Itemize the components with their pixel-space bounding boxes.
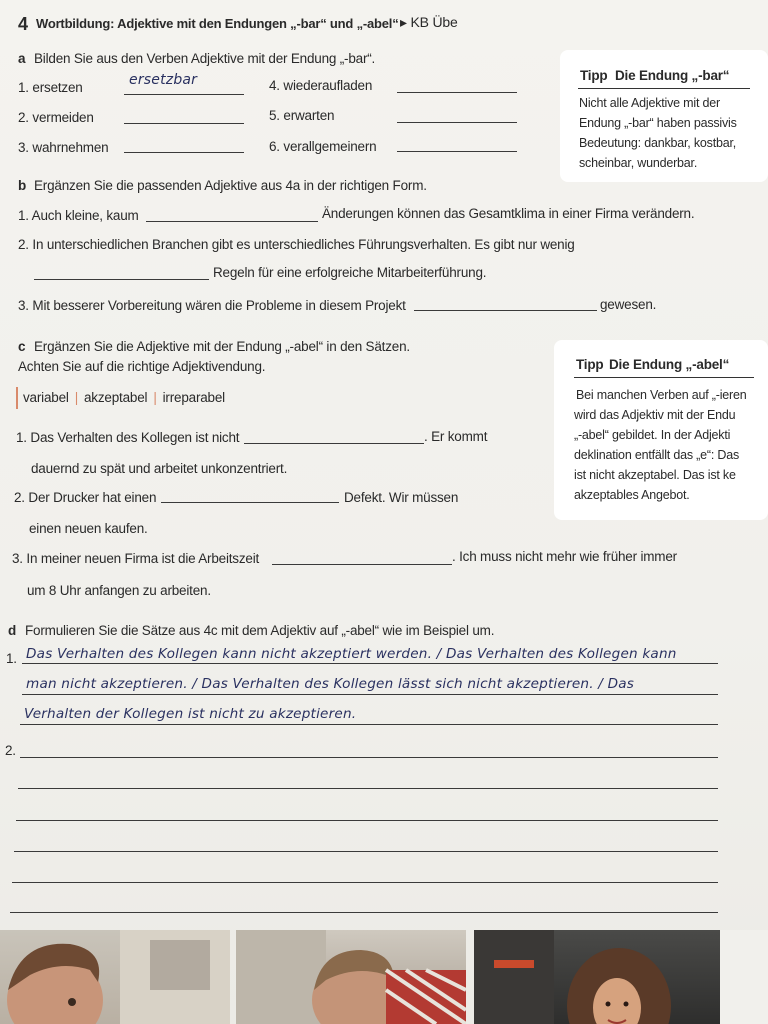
c-sentence-2-line-2: einen neuen kaufen. <box>29 521 148 536</box>
tip-abel-label: Tipp <box>576 357 604 372</box>
d-handwritten-line-1: Das Verhalten des Kollegen kann nicht akzeptiert werden. / Das Verhalten des Kollegen kann <box>26 646 677 662</box>
wordbox-separator: | <box>74 390 78 405</box>
d-handwritten-line-2: man nicht akzeptieren. / Das Verhalten des Kollegen lässt sich nicht akzeptieren. / Das <box>26 676 635 692</box>
kb-reference: ▸ KB Übe <box>400 14 458 30</box>
c-sentence-2-start: 2. Der Drucker hat einen <box>14 490 157 505</box>
c-sentence-1-line-2: dauernd zu spät und arbeitet unkonzentriert. <box>31 461 288 476</box>
b-answer-line-2[interactable] <box>34 279 209 280</box>
photo-left-person <box>0 930 230 1024</box>
tip-abel-title: Die Endung „-abel“ <box>609 357 730 372</box>
a-answer-line-6[interactable] <box>397 151 517 152</box>
a-item-5: 5. erwarten <box>269 108 335 123</box>
a-item-2: 2. vermeiden <box>18 110 94 125</box>
d-answer-line-9[interactable] <box>10 912 718 913</box>
section-c-letter: c <box>18 339 26 354</box>
wordbox <box>23 390 225 405</box>
d-answer-line-4[interactable] <box>20 757 718 758</box>
tip-bar-rule <box>578 88 750 89</box>
tip-abel-line-2: wird das Adjektiv mit der Endu <box>574 408 736 422</box>
section-c-instruction-1: Ergänzen Sie die Adjektive mit der Endung „-abel“ in den Sätzen. <box>34 339 410 354</box>
d-answer-line-2[interactable] <box>22 694 718 695</box>
tip-bar-label: Tipp <box>580 68 608 83</box>
wordbox-item-2: akzeptabel <box>84 390 148 405</box>
b-sentence-3-end: gewesen. <box>600 297 657 312</box>
tip-abel-line-1: Bei manchen Verben auf „-ieren <box>576 388 747 402</box>
c-sentence-1-end: . Er kommt <box>424 429 488 444</box>
a-answer-line-2[interactable] <box>124 123 244 124</box>
a-item-6: 6. verallgemeinern <box>269 139 377 154</box>
section-a-instruction: Bilden Sie aus den Verben Adjektive mit der Endung „-bar“. <box>34 51 376 66</box>
tip-bar-line-1: Nicht alle Adjektive mit der <box>579 96 720 110</box>
tip-abel-line-4: deklination entfällt das „e“: Das <box>574 448 740 462</box>
d-answer-line-8[interactable] <box>12 882 718 883</box>
section-d-instruction: Formulieren Sie die Sätze aus 4c mit dem Adjektiv auf „-abel“ wie im Beispiel um. <box>25 623 495 638</box>
c-answer-line-3[interactable] <box>272 564 452 565</box>
d-answer-line-5[interactable] <box>18 788 718 789</box>
d-answer-line-1[interactable] <box>22 663 718 664</box>
b-sentence-1-end: Änderungen können das Gesamtklima in einer Firma verändern. <box>322 206 695 221</box>
d-answer-line-6[interactable] <box>16 820 718 821</box>
tip-abel-line-3: „-abel“ gebildet. In der Adjekti <box>574 428 731 442</box>
wordbox-separator: | <box>153 390 157 405</box>
section-d-letter: d <box>8 623 17 638</box>
c-answer-line-2[interactable] <box>161 502 339 503</box>
d-number-1: 1. <box>6 651 17 666</box>
a-answer-line-4[interactable] <box>397 92 517 93</box>
c-sentence-3-start: 3. In meiner neuen Firma ist die Arbeitszeit <box>12 551 260 566</box>
section-b-letter: b <box>18 178 27 193</box>
a-answer-line-3[interactable] <box>124 152 244 153</box>
tip-abel-line-5: ist nicht akzeptabel. Das ist ke <box>574 468 736 482</box>
section-b-instruction: Ergänzen Sie die passenden Adjektive aus 4a in der richtigen Form. <box>34 178 427 193</box>
tip-abel-rule <box>574 377 754 378</box>
exercise-title: Wortbildung: Adjektive mit den Endungen „-bar“ und „-abel“ <box>36 16 399 31</box>
section-c-instruction-2: Achten Sie auf die richtige Adjektivendung. <box>18 359 266 374</box>
a-item-1: 1. ersetzen <box>18 80 83 95</box>
b-sentence-2-line-2: Regeln für eine erfolgreiche Mitarbeiterführung. <box>213 265 487 280</box>
photo-middle <box>236 930 466 1024</box>
wordbox-item-1: variabel <box>23 390 69 405</box>
page-margin-right <box>720 930 768 1024</box>
tip-bar-line-2: Endung „-bar“ haben passivis <box>579 116 737 130</box>
d-answer-line-7[interactable] <box>14 851 718 852</box>
wordbox-border <box>16 387 18 409</box>
c-answer-line-1[interactable] <box>244 443 424 444</box>
tip-abel-line-6: akzeptables Angebot. <box>574 488 690 502</box>
photo-middle-person <box>236 930 466 1024</box>
tip-bar-line-4: scheinbar, wunderbar. <box>579 156 698 170</box>
c-sentence-2-end: Defekt. Wir müssen <box>344 490 459 505</box>
d-handwritten-line-3: Verhalten der Kollegen ist nicht zu akzeptieren. <box>24 706 357 722</box>
tip-bar-title: Die Endung „-bar“ <box>615 68 730 83</box>
section-a-letter: a <box>18 51 26 66</box>
a-item-4: 4. wiederaufladen <box>269 78 373 93</box>
b-sentence-2-line-1: 2. In unterschiedlichen Branchen gibt es unterschiedliches Führungsverhalten. Es gibt nur wenig <box>18 237 575 252</box>
c-sentence-1-start: 1. Das Verhalten des Kollegen ist nicht <box>16 430 240 445</box>
d-answer-line-3[interactable] <box>20 724 718 725</box>
b-answer-line-3[interactable] <box>414 310 597 311</box>
a-answer-line-5[interactable] <box>397 122 517 123</box>
b-sentence-1-start: 1. Auch kleine, kaum <box>18 208 139 223</box>
photo-right <box>474 930 720 1024</box>
a-item-3: 3. wahrnehmen <box>18 140 109 155</box>
photo-right-person <box>474 930 720 1024</box>
tip-bar-line-3: Bedeutung: dankbar, kostbar, <box>579 136 737 150</box>
c-sentence-3-end: . Ich muss nicht mehr wie früher immer <box>452 549 677 564</box>
a-answer-1: ersetzbar <box>129 72 198 88</box>
b-sentence-3-start: 3. Mit besserer Vorbereitung wären die Probleme in diesem Projekt <box>18 298 406 313</box>
b-answer-line-1[interactable] <box>146 221 318 222</box>
photo-left <box>0 930 230 1024</box>
a-answer-line-1[interactable] <box>124 94 244 95</box>
c-sentence-3-line-2: um 8 Uhr anfangen zu arbeiten. <box>27 583 211 598</box>
d-number-2: 2. <box>5 743 16 758</box>
exercise-number: 4 <box>18 14 29 34</box>
wordbox-item-3: irreparabel <box>162 390 225 405</box>
